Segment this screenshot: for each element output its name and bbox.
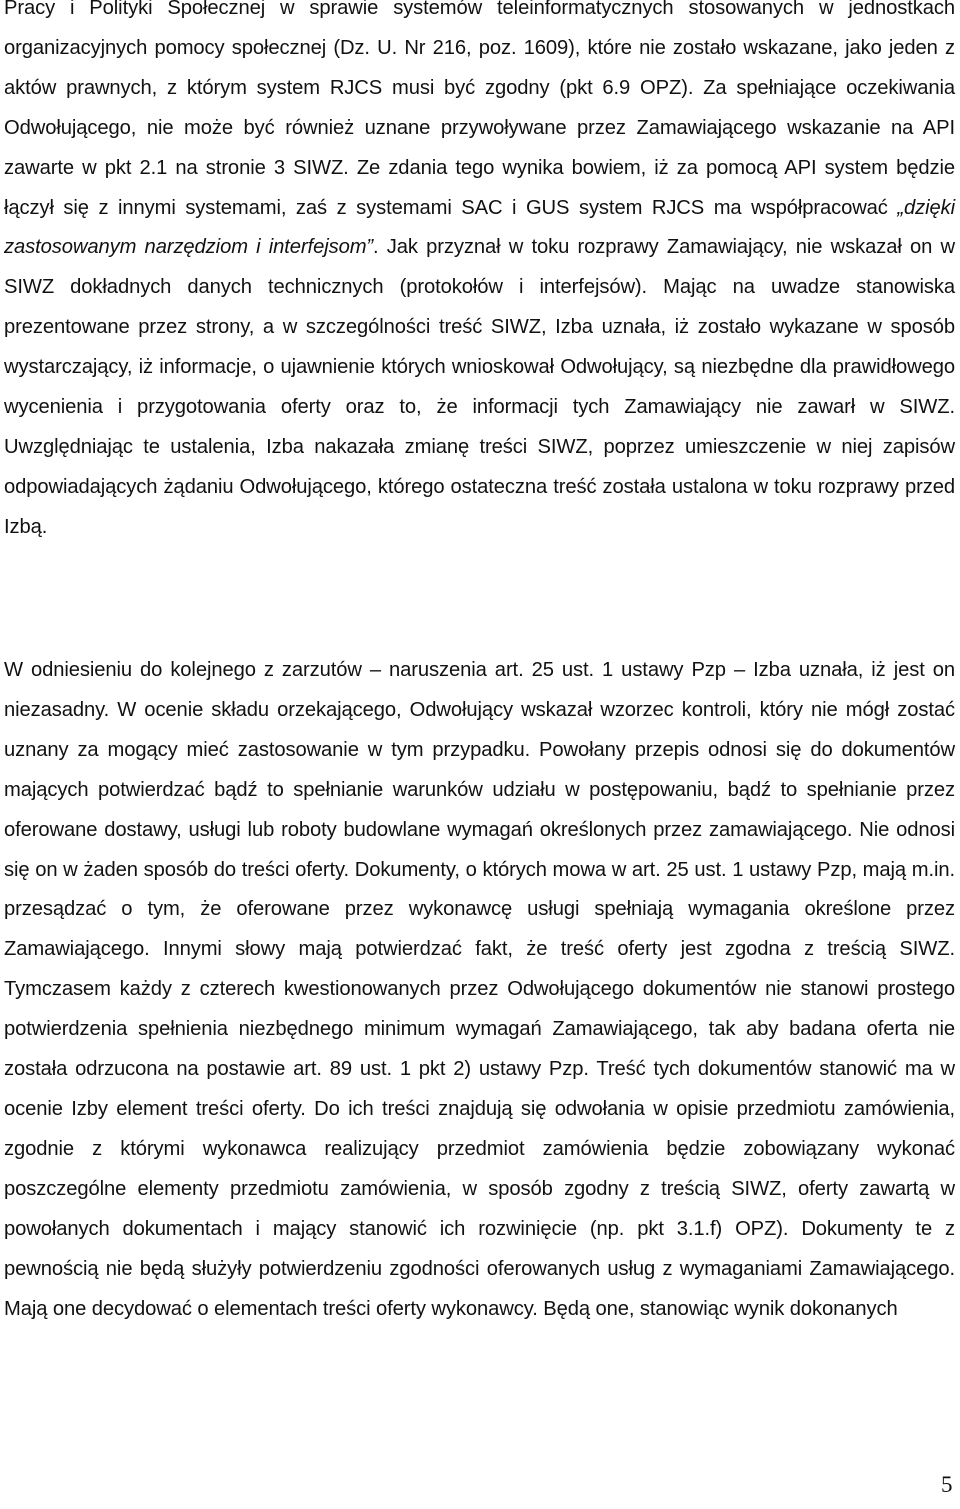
paragraph-1-text-end: . Jak przyznał w toku rozprawy Zamawiający, nie wskazał on w SIWZ dokładnych danych technicznych (protokołów i interfejsów). Mając na uwadze stanowiska prezentowane przez strony, a w szczególności treść SIWZ, Izba uznała, iż zostało wykazane w sposób wystarczający, iż informacje, o ujawnienie których wnioskował Odwołujący, są niezbędne dla prawidłowego wycenienia i przygotowania oferty oraz to, że informacji tych Zamawiający nie zawarł w SIWZ. Uwzględniając te ustalenia, Izba nakazała zmianę treści SIWZ, poprzez umieszczenie w niej zapisów odpowiadających żądaniu Odwołującego, którego ostateczna treść została ustalona w toku rozprawy przed Izbą. [4, 236, 956, 538]
paragraph-2: W odniesieniu do kolejnego z zarzutów – naruszenia art. 25 ust. 1 ustawy Pzp – Izba uznała, iż jest on niezasadny. W ocenie składu orzekającego, Odwołujący wskazał wzorzec kontroli, który nie mógł zostać uznany za mogący mieć zastosowanie w tym przypadku. Powołany przepis odnosi się do dokumentów mających potwierdzać bądź to spełnianie warunków udziału w postępowaniu, bądź to spełnianie przez oferowane dostawy, usługi lub roboty budowlane wymagań określonych przez zamawiającego. Nie odnosi się on w żaden sposób do treści oferty. Dokumenty, o których mowa w art. 25 ust. 1 ustawy Pzp, mają m.in. przesądzać o tym, że oferowane przez wykonawcę usługi spełniają wymagania określone przez Zamawiającego. Innymi słowy mają potwierdzać fakt, że treść oferty jest zgodna z treścią SIWZ. Tymczasem każdy z czterech kwestionowanych przez Odwołującego dokumentów nie stanowi prostego potwierdzenia spełnienia niezbędnego minimum wymagań Zamawiającego, tak aby badana oferta nie została odrzucona na postawie art. 89 ust. 1 pkt 2) ustawy Pzp. Treść tych dokumentów stanowić ma w ocenie Izby element treści oferty. Do ich treści znajdują się odwołania w opisie przedmiotu zamówienia, zgodnie z którymi wykonawca realizujący przedmiot zamówienia będzie zobowiązany wykonać poszczególne elementy przedmiotu zamówienia, w sposób zgodny z treścią SIWZ, oferty zawartą w powołanych dokumentach i mający stanowić ich rozwinięcie (np. pkt 3.1.f) OPZ). Dokumenty te z pewnością nie będą służyły potwierdzeniu zgodności oferowanych usług z wymaganiami Zamawiającego. Mają one decydować o elementach treści oferty wykonawcy. Będą one, stanowiąc wynik dokonanych [4, 659, 955, 1320]
paragraph-1 [4, 0, 955, 548]
italic-quote: „dzięki zastosowanym narzędziom i interfejsom” [4, 196, 955, 259]
paragraph-1-text-start: Pracy i Polityki Społecznej w sprawie systemów teleinformatycznych stosowanych w jednostkach organizacyjnych pomocy społecznej (Dz. U. Nr 216, poz. 1609), które nie zostało wskazane, jako jeden z aktów prawnych, z którym system RJCS musi być zgodny (pkt 6.9 OPZ). Za spełniające oczekiwania Odwołującego, nie może być również uznane przywoływane przez Zamawiającego wskazanie na API zawarte w pkt 2.1 na stronie 3 SIWZ. Ze zdania tego wynika bowiem, iż za pomocą API system będzie łączył się z innymi systemami, zaś z systemami SAC i GUS system RJCS ma współpracować [4, 0, 955, 219]
page-number: 5 [941, 1472, 953, 1497]
